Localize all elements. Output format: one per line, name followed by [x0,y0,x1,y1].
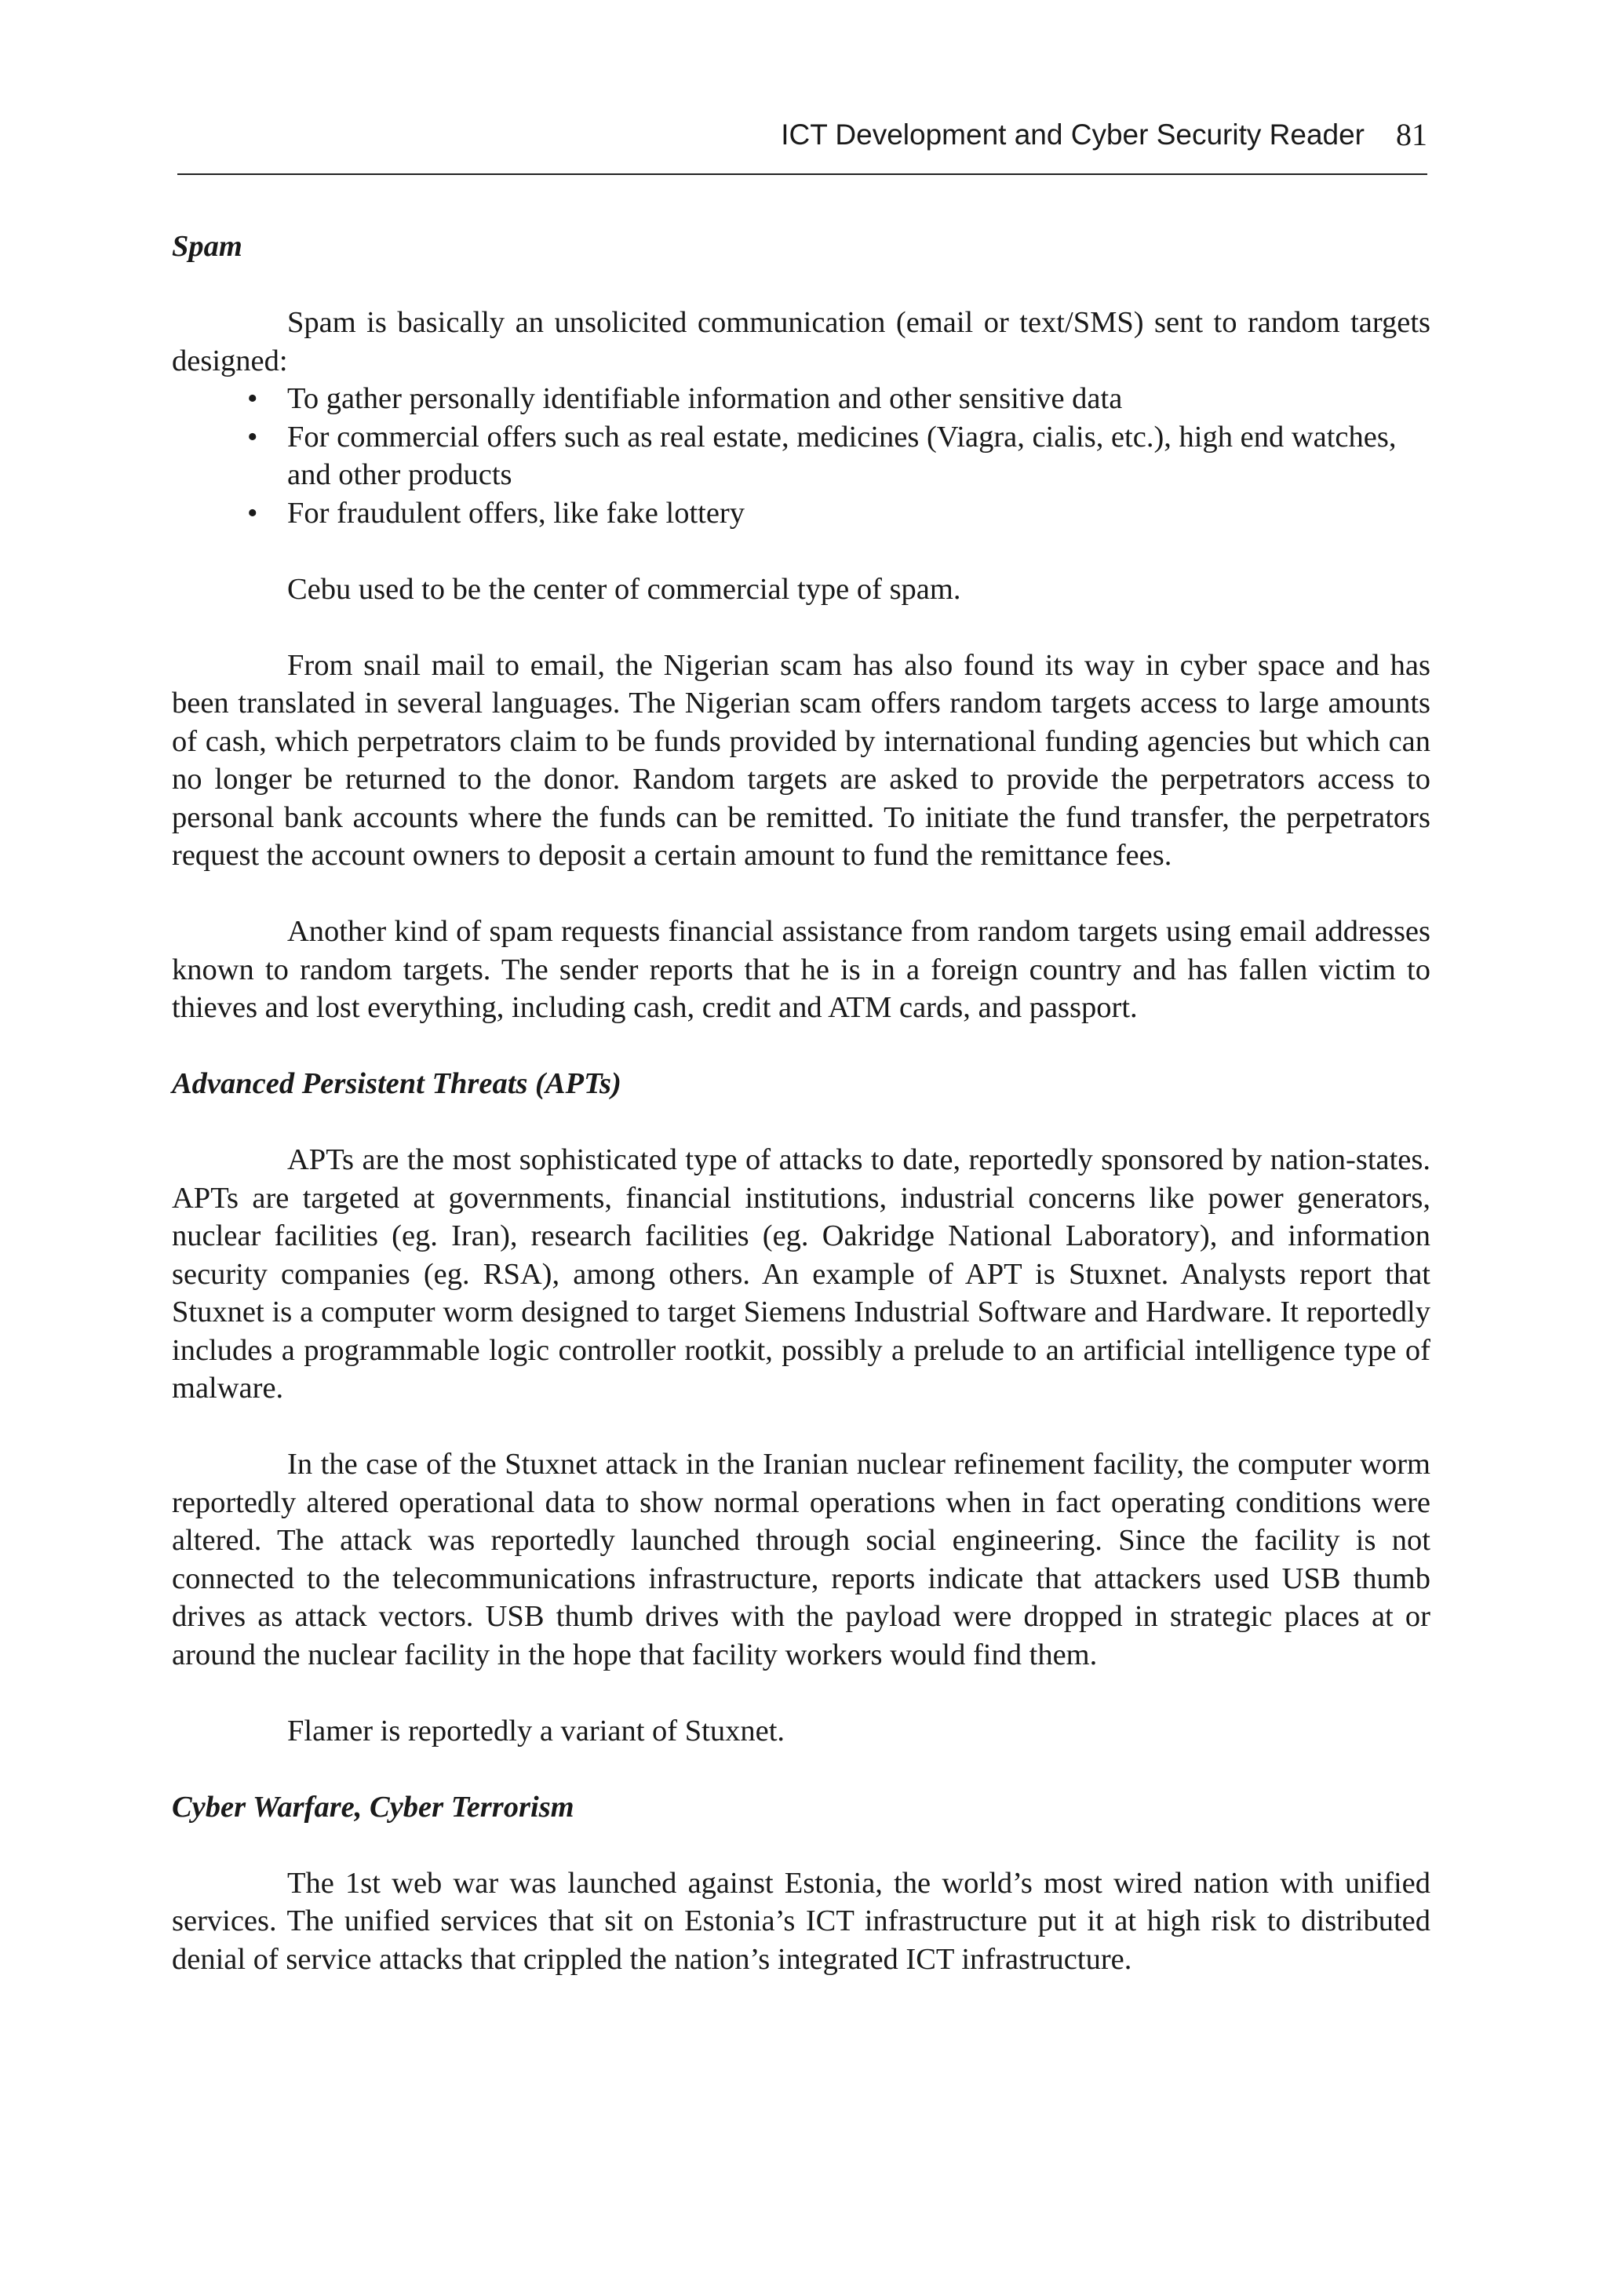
paragraph-cebu: Cebu used to be the center of commercial type of spam. [287,572,961,606]
bullet-icon: • [247,420,258,454]
spacer [172,608,1430,647]
paragraph-spam-intro: Spam is basically an unsolicited communication (email or text/SMS) sent to random targets designed: [172,306,1430,377]
spacer [172,1674,1430,1712]
section-heading-cyber-warfare: Cyber Warfare, Cyber Terrorism [172,1790,574,1824]
spacer [172,1408,1430,1446]
list-item-text: For fraudulent offers, like fake lottery [287,496,745,530]
section-heading-spam: Spam [172,230,242,263]
paragraph-flamer: Flamer is reportedly a variant of Stuxnet. [287,1714,785,1748]
page-number: 81 [1396,117,1427,152]
running-title: ICT Development and Cyber Security Reader [781,118,1365,151]
spacer [172,1027,1430,1066]
list-item [172,418,1430,494]
page-body [172,228,1430,1978]
spacer [172,875,1430,913]
spam-purpose-list [172,380,1430,532]
paragraph-nigerian-scam: From snail mail to email, the Nigerian scam has also found its way in cyber space and has been translated in several languages. The Nigerian scam offers random targets access to large amounts of cash, which perpetrators claim to be funds provided by international funding agencies but which can no longer be returned to the donor. Random targets are asked to provide the perpetrators access to personal bank accounts where the funds can be remitted. To initiate the fund transfer, the perpetrators request the account owners to deposit a certain amount to fund the remittance fees. [172,648,1430,872]
paragraph-estonia-web-war: The 1st web war was launched against Estonia, the world’s most wired nation with unified services. The unified services that sit on Estonia’s ICT infrastructure put it at high risk to distributed denial of service attacks that crippled the nation’s integrated ICT infrastructure. [172,1866,1430,1976]
spacer [172,266,1430,304]
list-item-text: To gather personally identifiable information and other sensitive data [287,382,1123,415]
spacer [172,1103,1430,1142]
bullet-icon: • [247,496,258,530]
section-heading-apt: Advanced Persistent Threats (APTs) [172,1067,621,1100]
list-item-text: For commercial offers such as real estate, medicines (Viagra, cialis, etc.), high end watches, and other products [287,420,1397,491]
header-rule [177,173,1427,175]
list-item [172,380,1430,418]
bullet-icon: • [247,382,258,415]
spacer [172,532,1430,570]
paragraph-apt-overview: APTs are the most sophisticated type of attacks to date, reportedly sponsored by nation-states. APTs are targeted at governments, financial institutions, industrial concerns like power generators, nuclear facilities (eg. Iran), research facilities (eg. Oakridge National Laboratory), and information security companies (eg. RSA), among others. An example of APT is Stuxnet. Analysts report that Stuxnet is a computer worm designed to target Siemens Industrial Software and Hardware. It reportedly includes a programmable logic controller rootkit, possibly a prelude to an artificial intelligence type of malware. [172,1143,1430,1405]
spacer [172,1826,1430,1864]
list-item [172,494,1430,533]
page-header [177,111,1427,174]
paragraph-financial-assistance-spam: Another kind of spam requests financial assistance from random targets using email addresses known to random targets. The sender reports that he is in a foreign country and has fallen victim to thieves and lost everything, including cash, credit and ATM cards, and passport. [172,915,1430,1024]
spacer [172,1750,1430,1788]
paragraph-stuxnet-attack: In the case of the Stuxnet attack in the Iranian nuclear refinement facility, the computer worm reportedly altered operational data to show normal operations when in fact operating conditions were altered. The attack was reportedly launched through social engineering. Since the facility is not connected to the telecommunications infrastructure, reports indicate that attackers used USB thumb drives as attack vectors. USB thumb drives with the payload were dropped in strategic places at or around the nuclear facility in the hope that facility workers would find them. [172,1448,1430,1671]
